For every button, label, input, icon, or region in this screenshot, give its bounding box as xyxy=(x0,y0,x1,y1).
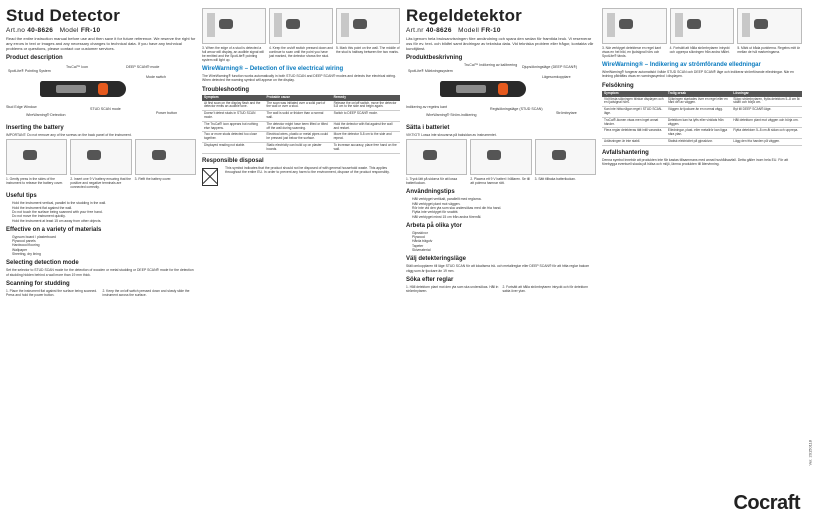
intro-text: Read the entire instruction manual before use and then save it for future reference. We reserve the right for any errors in text or images and any necessary changes to technical data. If you have any technical problems or questions, please contact our customer services. xyxy=(6,36,196,51)
callout-spotlite: SpotLite® Pointing System xyxy=(8,69,51,73)
table-row xyxy=(202,142,400,153)
device-diagram-sv xyxy=(406,63,596,121)
scan-step-3-image xyxy=(202,8,266,44)
table-cell: Flera reglar detekteras tätt intill varandra. xyxy=(602,128,666,139)
battery-step-3: 3. Refit the battery cover. xyxy=(134,177,172,182)
table-row xyxy=(602,97,802,107)
material-item: Gypsum board / plasterboard xyxy=(12,234,56,239)
tip-item-sv: Håll verktyget vertikalt, parallellt med reglarna. xyxy=(412,197,482,202)
battery-step-2-image xyxy=(470,139,531,175)
battery-steps xyxy=(6,177,196,189)
battery-step-2-sv: 2. Placera ett 9 V batteri i hållaren. Se till att polerna hamnar rätt. xyxy=(470,177,530,186)
search-step-2-sv: 2. Fortsätt att hålla strömbrytaren intryckt och för detektorn sakta över ytan. xyxy=(502,285,589,294)
brand-logo: Cocraft xyxy=(733,492,800,514)
table-cell: The scan was initiated over a solid part of the wall or over a stud. xyxy=(264,101,331,111)
en-column-right xyxy=(202,0,400,521)
table-header: Lösningar xyxy=(731,91,802,97)
callout-trucal: TruCal™ Icon xyxy=(66,65,89,69)
product-description-heading-sv: Produktbeskrivning xyxy=(406,55,463,61)
battery-step-1-image xyxy=(6,139,67,175)
callout-power: Power button xyxy=(156,111,178,115)
battery-step-1-image xyxy=(406,139,467,175)
scan-top-images xyxy=(202,8,400,44)
materials-heading-sv: Arbeta på olika ytor xyxy=(406,222,463,229)
battery-step-1: 1. Gently press in the sides of the instrument to release the battery cover. xyxy=(6,177,63,186)
sv-column-left xyxy=(406,0,596,521)
article-info-sv: Art.nr 40-8626 Modell FR-10 xyxy=(406,27,501,34)
troubleshooting-heading: Troubleshooting xyxy=(202,86,249,93)
table-cell: Doesn't detect studs in STUD SCAN mode. xyxy=(202,111,264,122)
tip-item: Hold the instrument flat against the wall. xyxy=(12,205,73,210)
callout-spotlite-sv: SpotLite® Märkningssystem xyxy=(408,69,453,73)
useful-tips-heading: Useful tips xyxy=(6,193,37,200)
callout-stud-scan-sv: Reglsökningsläge (STUD SCAN) xyxy=(490,107,543,111)
mode-heading-sv: Välj detekteringsläge xyxy=(406,256,467,263)
page-title: Stud Detector xyxy=(6,6,121,25)
table-header: Probable cause xyxy=(264,95,331,101)
callout-trucal-sv: TruCal™ Indikering av kalibrering xyxy=(464,63,518,67)
disposal-text-sv: Denna symbol innebär att produkten inte får kastas tillsammans med annat hushållsavfall. Detta gäller inom hela EU. För att förebygga eventuell skada på hälsa och miljö, lämna produkten till återvinning. xyxy=(602,157,789,167)
sv-column-right xyxy=(602,0,802,521)
callout-deepscan: DEEP SCAN® mode xyxy=(126,65,160,69)
scan-step-3: 3. When the edge of a stud is detected a full arrow will display, an audible signal will be emitted and the SpotLite® pointing system will light up. xyxy=(202,46,264,62)
table-cell: The detector might have been lifted or tilted off the wall during scanning. xyxy=(264,121,331,132)
callout-stud-edge: Stud Edge Window xyxy=(6,105,37,109)
table-row xyxy=(602,138,802,145)
material-item-sv: Plywood xyxy=(412,235,425,240)
material-item: Plywood panels xyxy=(12,239,36,244)
scan-step-1: 1. Place the instrument flat against the surface being scanned. Press and hold the power button. xyxy=(6,289,98,298)
callout-deepscan-sv: Djupsökningsläge (DEEP SCAN®) xyxy=(522,65,578,69)
wirewarning-heading: WireWarning® – Detection of live electrical wiring xyxy=(202,66,344,72)
device-diagram xyxy=(6,63,196,121)
intro-text-sv: Läs igenom hela bruksanvisningen före användning och spara den sedan för framtida bruk. Vi reserverar oss för ev. text- och bildfel samt ändringar av tekniska data. Vid tekniska problem eller frågor, kontakta vår kundtjänst. xyxy=(406,36,594,51)
search-step-4-sv: 4. Fortsätt att hålla strömbrytaren intryckt och upprepa sökningen från andra hållet. xyxy=(669,46,730,54)
search-steps-sv xyxy=(406,285,596,293)
table-cell: Flytta detektorn 5–8 cm åt sidan och upprepa. xyxy=(731,128,802,139)
disposal-heading: Responsible disposal xyxy=(202,157,264,164)
wirewarning-text: The WireWarning® function works automatically in both STUD SCAN and DEEP SCAN® modes and detects live electrical wiring. When detected the warning symbol will appear on the display. xyxy=(202,74,397,83)
table-row xyxy=(202,101,400,111)
battery-step-3-sv: 3. Sätt tillbaka batteriluckan. xyxy=(534,177,576,182)
battery-step-images-sv xyxy=(406,139,596,175)
table-header: Trolig orsak xyxy=(666,91,731,97)
table-cell: Electrical wires, plastic or metal pipes could be pressed just below the surface. xyxy=(264,132,331,143)
table-cell: Vid första sökningen blinkar displayen och en ljudsignal hörs. xyxy=(602,97,666,107)
table-header: Symptom xyxy=(202,95,264,101)
detector-display xyxy=(456,85,486,93)
battery-steps-sv xyxy=(406,177,596,185)
search-heading-sv: Söka efter reglar xyxy=(406,277,454,284)
callout-mode-switch: Mode switch xyxy=(146,75,166,79)
inserting-battery-heading: Inserting the battery xyxy=(6,125,64,131)
scan-top-steps xyxy=(202,46,400,62)
search-step-5-sv: 5. Märk ut båda punkterna. Regelns mitt är mellan de två markeringarna. xyxy=(737,46,800,54)
tip-item-sv: Flytta inte verktyget för snabbt. xyxy=(412,210,459,215)
disposal-text: This symbol indicates that the product should not be disposed of with general household waste. This applies throughout the entire EU. In order to prevent any harm to the environment, dispose of the product responsibly. xyxy=(225,165,390,174)
callout-wirewarning-sv: WireWarning® Ström-indikering xyxy=(426,113,477,117)
table-cell: Byt till DEEP SCAN®-läge. xyxy=(731,107,802,118)
table-cell: Statisk elektricitet på gipsskivor. xyxy=(666,138,731,145)
battery-step-2: 2. Insert one 9 V battery ensuring that the positive and negative terminals are connected correctly. xyxy=(70,177,131,190)
table-row xyxy=(602,117,802,128)
material-item: Sheeting, dry lining xyxy=(12,252,41,257)
table-cell: To increase accuracy, place free hand on the wall. xyxy=(332,142,400,153)
table-row xyxy=(602,107,802,118)
disposal-heading-sv: Avfallshantering xyxy=(602,149,649,156)
scan-step-4-image xyxy=(269,8,333,44)
tip-item-sv: Håll verktyget plant mot väggen. xyxy=(412,201,461,206)
wirewarning-heading-sv: WireWarning® – Indikering av strömförande elledningar xyxy=(602,62,761,68)
effective-materials-heading: Effective on a variety of materials xyxy=(6,226,102,233)
wirewarning-text-sv: WireWarning® fungerar automatiskt i både STUD SCAN och DEEP SCAN® läge och indikerar strömförande elledningar. När en ledning påträffas visas en varningssymbol i displayen. xyxy=(602,70,794,79)
tip-item-sv: Håll verktyget minst 15 cm från andra föremål. xyxy=(412,214,482,219)
battery-step-3-image xyxy=(135,139,196,175)
table-cell: The TruCal® icon appears but nothing else happens. xyxy=(202,121,264,132)
callout-stud-edge-sv: Indikering av regelns kant xyxy=(406,105,447,109)
battery-step-1-sv: 1. Tryck lätt på sidorna för att lossa batteriluckan. xyxy=(406,177,458,186)
mode-text-sv: Ställ omkopplaren till läge STUD SCAN för att lokalisera trä- och metallreglar eller DEEP SCAN® för att hitta reglar bakom vägg som är tjockare än 19 mm. xyxy=(406,264,590,273)
battery-step-2-image xyxy=(70,139,131,175)
tip-item: Do not move the instrument quickly. xyxy=(12,214,66,219)
material-item: Hardwood flooring xyxy=(12,243,40,248)
table-header: Remedy xyxy=(332,95,400,101)
table-cell: At first scan on the display flash and the detector emits an audible tone. xyxy=(202,101,264,111)
scanning-heading: Scanning for studding xyxy=(6,281,70,288)
search-top-images-sv xyxy=(602,8,802,44)
table-cell: Switch to DEEP SCAN® mode. xyxy=(332,111,400,122)
table-cell: Avläsningen är inte stabil. xyxy=(602,138,666,145)
search-step-5-image xyxy=(737,8,802,44)
table-cell: TruCal®-ikonen visas men inget annat händer. xyxy=(602,117,666,128)
table-cell: Väggen är tjockare än en normal vägg. xyxy=(666,107,731,118)
scan-step-4: 4. Keep the on/off switch pressed down and continue to scan until the point you have just marked, the detector shows the stud. xyxy=(269,46,333,58)
troubleshooting-table-sv xyxy=(602,91,802,146)
table-row xyxy=(602,128,802,139)
table-cell: Displayed reading not stable. xyxy=(202,142,264,153)
detector-display xyxy=(56,85,86,93)
table-row xyxy=(202,132,400,143)
table-cell: Släpp strömbrytaren, flytta detektorn 5–8 cm åt sidan och börja om. xyxy=(731,97,802,107)
table-cell: Detektorn kan ha lyfts eller vinklats från väggen. xyxy=(666,117,731,128)
inserting-battery-text-sv: VIKTIGT! Lossa inte skruvarna på baksidan av instrumentet. xyxy=(406,133,497,137)
search-step-4-image xyxy=(670,8,735,44)
tip-item-sv: Rör inte vid den yta som ska undersökas med din fria hand. xyxy=(412,206,502,210)
table-cell: Static electricity can build up on plaster boards. xyxy=(264,142,331,153)
usage-tips-heading-sv: Användningstips xyxy=(406,189,455,196)
scan-step-2: 2. Keep the on/off switch pressed down and slowly slide the instrument across the surface. xyxy=(102,289,190,298)
material-item-sv: Gipsskivor xyxy=(412,230,428,235)
search-step-3-image xyxy=(602,8,667,44)
table-cell: Lägg den fria handen på väggen. xyxy=(731,138,802,145)
scan-steps xyxy=(6,289,196,297)
table-cell: Move the detector 5-8 cm to the side and repeat. xyxy=(332,132,400,143)
table-cell: The wall is solid or thicker than a normal wall. xyxy=(264,111,331,122)
version-label: Ver. 20150118 xyxy=(808,440,813,466)
search-top-steps-sv xyxy=(602,46,802,58)
detector-power-button xyxy=(498,83,508,95)
search-step-3-sv: 3. När verktyget detekterar en regel kant visas en hel bild, en ljudsignal hörs och SpotLite® tänds. xyxy=(602,46,662,58)
tip-item: Do not touch the surface being scanned with your free hand. xyxy=(12,210,103,214)
tip-item: Hold the instrument vertical, parallel to the studding in the wall. xyxy=(12,201,107,206)
page-title-sv: Regeldetektor xyxy=(406,6,522,25)
selecting-mode-heading: Selecting detection mode xyxy=(6,260,79,267)
table-row xyxy=(202,111,400,122)
inserting-battery-heading-sv: Sätta i batteriet xyxy=(406,125,450,131)
detector-power-button xyxy=(98,83,108,95)
table-header: Symptom xyxy=(602,91,666,97)
product-description-heading: Product description xyxy=(6,55,63,61)
battery-step-images xyxy=(6,139,196,175)
table-cell: Two or more studs detected too close together. xyxy=(202,132,264,143)
scan-step-5: 5. Mark this point on the wall. The middle of the stud is halfway between the two marks. xyxy=(336,46,400,54)
table-cell: Release the on/off switch, move the detector 5-8 cm to the side and begin again. xyxy=(332,101,400,111)
material-item-sv: Tapeter xyxy=(412,243,424,248)
callout-power-sv: Strömbrytare xyxy=(556,111,577,115)
article-info: Art.no 40-8626 Model FR-10 xyxy=(6,27,101,34)
table-cell: Håll detektorn plant mot väggen och börja om. xyxy=(731,117,802,128)
tip-item: Hold the instrument at least 15 cm away from other objects. xyxy=(12,218,102,223)
crossed-bin-icon xyxy=(202,168,218,186)
material-item-sv: Hårda trägolv xyxy=(412,239,433,244)
selecting-mode-text: Set the selector to STUD SCAN mode for the detection of wooden or metal studding or DEEP SCAN® mode for the detection of studding hidden behind a wall more than 19 mm thick. xyxy=(6,268,194,277)
table-row xyxy=(202,121,400,132)
inserting-battery-text: IMPORTANT: Do not remove any of the screws on the back panel of the instrument. xyxy=(6,133,132,137)
en-column-left xyxy=(6,0,196,521)
troubleshooting-heading-sv: Felsökning xyxy=(602,82,634,89)
callout-wirewarning: WireWarning® Detection xyxy=(26,113,66,117)
table-cell: Sökningen startades över en regel eller en hård del av väggen. xyxy=(666,97,731,107)
battery-step-3-image xyxy=(535,139,596,175)
scan-step-5-image xyxy=(336,8,400,44)
table-cell: Hold the detector with flat against the wall and restart. xyxy=(332,121,400,132)
table-cell: Elledningar, plast- eller metallrör kan ligga nära ytan. xyxy=(666,128,731,139)
disposal-block xyxy=(202,166,400,186)
search-step-1-sv: 1. Håll detektorn plant mot den yta som ska undersökas. Håll in strömbrytaren. xyxy=(406,285,499,294)
table-cell: Kan inte hitta någon regel i STUD SCAN-läge. xyxy=(602,107,666,118)
troubleshooting-table xyxy=(202,95,400,154)
material-item: Wallpaper xyxy=(12,247,28,252)
callout-stud-scan: STUD SCAN mode xyxy=(90,107,121,111)
callout-mode-switch-sv: Lägesomkopplare xyxy=(542,75,571,79)
material-item-sv: Skivmaterial xyxy=(412,248,431,253)
